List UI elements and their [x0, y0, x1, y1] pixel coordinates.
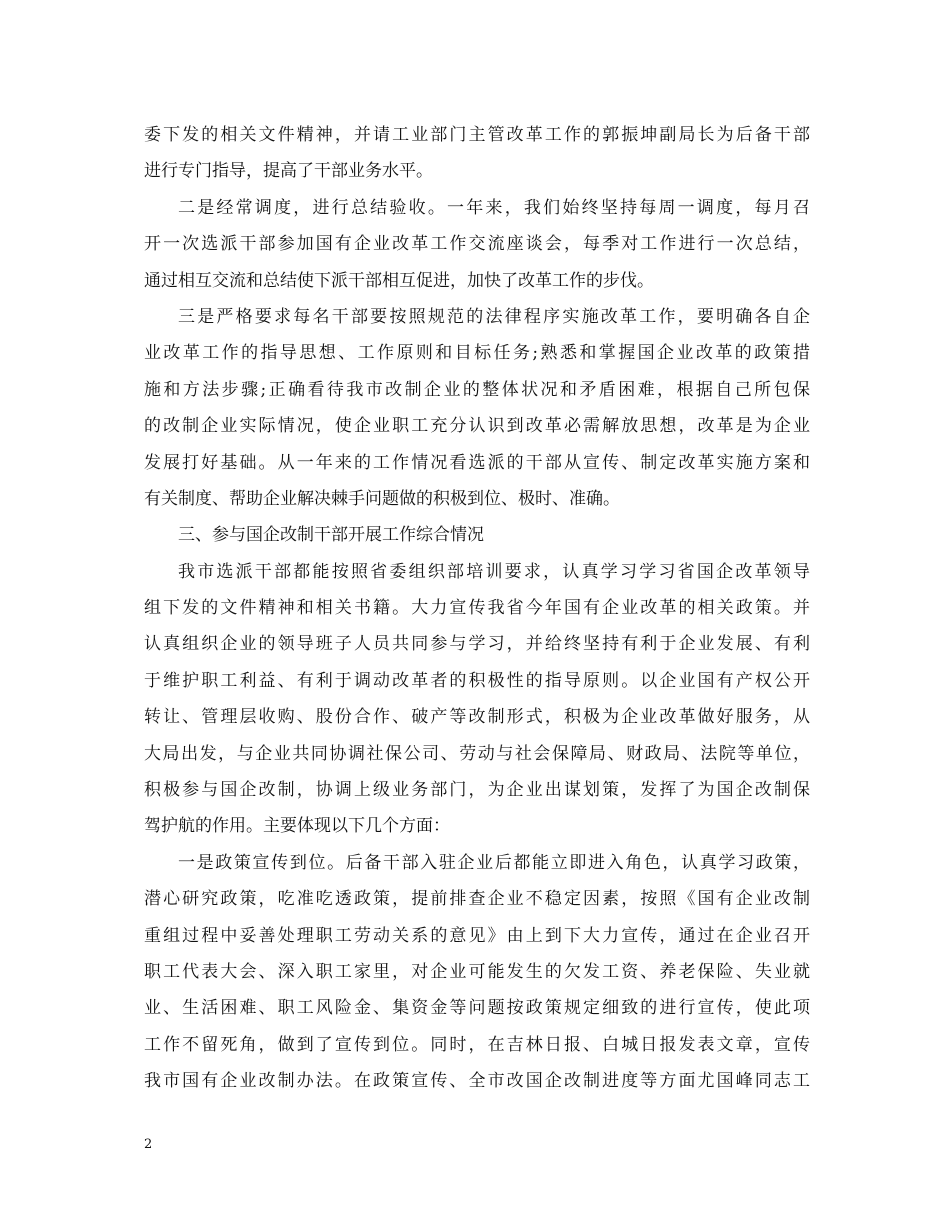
text-line: 组下发的文件精神和相关书籍。大力宣传我省今年国有企业改革的相关政策。并	[144, 598, 810, 619]
text-line: 一是政策宣传到位。后备干部入驻企业后都能立即进入角色，认真学习政策，	[178, 852, 810, 873]
text-line: 职工代表大会、深入职工家里，对企业可能发生的欠发工资、养老保险、失业就	[144, 961, 810, 982]
text-line: 于维护职工利益、有利于调动改革者的积极性的指导原则。以企业国有产权公开	[144, 670, 810, 691]
text-line: 驾护航的作用。主要体现以下几个方面：	[144, 816, 450, 837]
text-line: 的改制企业实际情况，使企业职工充分认识到改革必需解放思想，改革是为企业	[144, 416, 810, 437]
text-line: 三是严格要求每名干部要按照规范的法律程序实施改革工作，要明确各自企	[178, 306, 810, 327]
text-line: 我市国有企业改制办法。在政策宣传、全市改国企改制进度等方面尤国峰同志工	[144, 1071, 810, 1092]
text-line: 潜心研究政策，吃准吃透政策，提前排查企业不稳定因素，按照《国有企业改制	[144, 889, 810, 910]
text-line: 大局出发，与企业共同协调社保公司、劳动与社会保障局、财政局、法院等单位，	[144, 743, 810, 764]
page-number: 2	[144, 1137, 153, 1152]
text-line: 委下发的相关文件精神，并请工业部门主管改革工作的郭振坤副局长为后备干部	[144, 125, 810, 145]
text-line: 认真组织企业的领导班子人员共同参与学习，并给终坚持有利于企业发展、有利	[144, 634, 810, 655]
text-line: 我市选派干部都能按照省委组织部培训要求，认真学习学习省国企改革领导	[178, 561, 810, 582]
text-line: 重组过程中妥善处理职工劳动关系的意见》由上到下大力宣传，通过在企业召开	[144, 925, 810, 946]
text-line: 转让、管理层收购、股份合作、破产等改制形式，积极为企业改革做好服务，从	[144, 707, 810, 728]
text-line: 通过相互交流和总结使下派干部相互促进，加快了改革工作的步伐。	[144, 270, 654, 291]
body-text	[144, 117, 810, 1100]
text-line: 开一次选派干部参加国有企业改革工作交流座谈会，每季对工作进行一次总结，	[144, 234, 810, 255]
text-line: 积极参与国企改制，协调上级业务部门，为企业出谋划策，发挥了为国企改制保	[144, 780, 810, 801]
text-line: 三、参与国企改制干部开展工作综合情况	[178, 525, 484, 546]
text-line: 有关制度、帮助企业解决棘手问题做的积极到位、极时、准确。	[144, 488, 620, 509]
text-line: 业改革工作的指导思想、工作原则和目标任务;熟悉和掌握国企业改革的政策措	[144, 343, 810, 364]
text-line: 二是经常调度，进行总结验收。一年来，我们始终坚持每周一调度，每月召	[178, 197, 810, 218]
text-line: 业、生活困难、职工风险金、集资金等问题按政策规定细致的进行宣传，使此项	[144, 998, 810, 1019]
text-line: 施和方法步骤;正确看待我市改制企业的整体状况和矛盾困难，根据自己所包保	[144, 379, 810, 400]
text-line: 工作不留死角，做到了宣传到位。同时，在吉林日报、白城日报发表文章，宣传	[144, 1034, 810, 1055]
text-line: 进行专门指导，提高了干部业务水平。	[144, 161, 433, 182]
text-line: 发展打好基础。从一年来的工作情况看选派的干部从宣传、制定改革实施方案和	[144, 452, 810, 473]
